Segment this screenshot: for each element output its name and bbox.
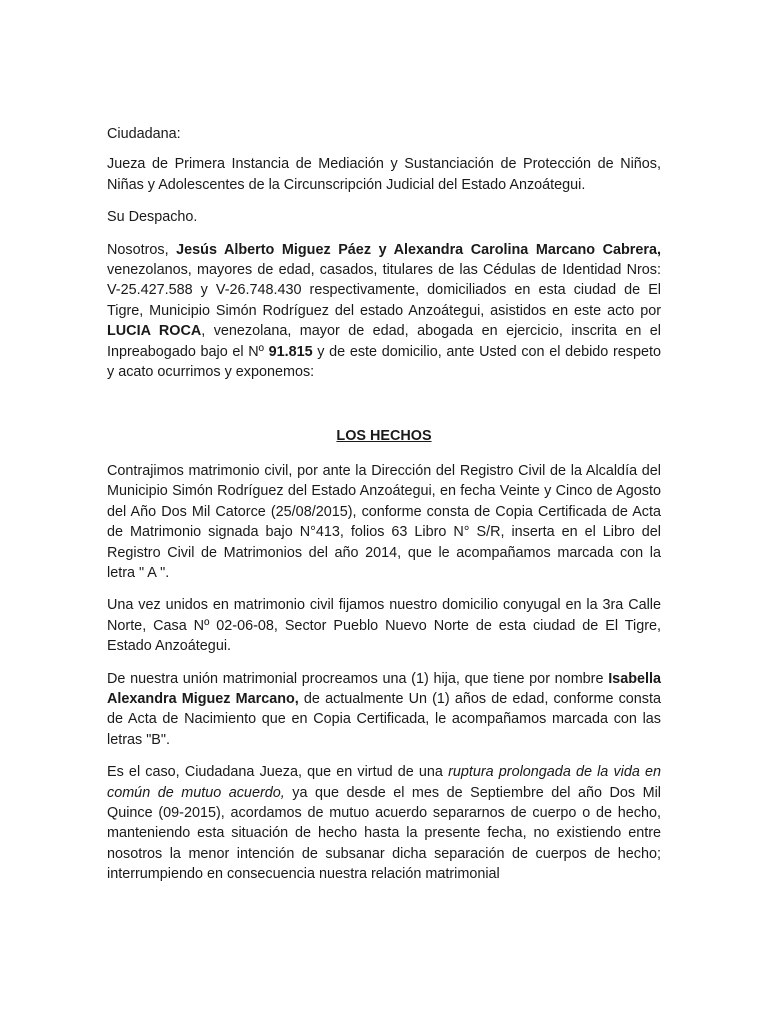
salutation: Ciudadana: bbox=[107, 126, 181, 142]
intro-text-4: y de este domicilio, ante Usted con el debido respeto y acato ocurrimos y exponemos: bbox=[107, 343, 661, 381]
despacho: Su Despacho. bbox=[107, 209, 198, 226]
facts-paragraph-1: Contrajimos matrimonio civil, por ante la Dirección del Registro Civil de la Alcaldía del Municipio Simón Rodríguez del Estado Anzoátegui, en fecha Veinte y Cinco de Agosto del Año Dos Mil Catorce (25/08/2015), conforme consta de Copia Certificada de Acta de Matrimonio signada bajo N°413, folios 63 Libro N° S/R, inserta en el Libro del Registro Civil de Matrimonios del año 2014, que le acompañamos marcada con la letra " A ". bbox=[107, 462, 661, 581]
facts-paragraph-3 bbox=[107, 669, 661, 751]
intro-text-2: venezolanos, mayores de edad, casados, titulares de las Cédulas de Identidad Nros: V-25.427.588 y V-26.748.430 respectivamente, domiciliados en esta ciudad de El Tigre, Municipio Simón Rodríguez del estado Anzoátegui, asistidos en este acto por bbox=[107, 262, 661, 319]
p3-text-2: de actualmente Un (1) años de edad, conforme consta de Acta de Nacimiento que en Copia Certificada, le acompañamos marcada con las letras "B". bbox=[107, 690, 661, 748]
section-heading: LOS HECHOS bbox=[336, 428, 432, 445]
facts-paragraph-4 bbox=[107, 762, 661, 884]
intro-text-3: , venezolana, mayor de edad, abogada en ejercicio, inscrita en el Inpreabogado bajo el Nº bbox=[107, 323, 661, 360]
facts-paragraph-2: Una vez unidos en matrimonio civil fijamos nuestro domicilio conyugal en la 3ra Calle Norte, Casa Nº 02-06-08, Sector Pueblo Nuevo Norte de esta ciudad de El Tigre, Estado Anzoátegui. bbox=[107, 597, 661, 655]
addressee: Jueza de Primera Instancia de Mediación y Sustanciación de Protección de Niños, Niñas y Adolescentes de la Circunscripción Judicial del Estado Anzoátegui. bbox=[107, 156, 661, 193]
inpreabogado-number: 91.815 bbox=[268, 343, 313, 360]
petitioner-names: Jesús Alberto Miguez Páez y Alexandra Carolina Marcano Cabrera, bbox=[176, 241, 661, 258]
intro-text-1: Nosotros, bbox=[107, 241, 177, 258]
lawyer-name: LUCIA ROCA bbox=[107, 323, 202, 340]
p4-text-2: ya que desde el mes de Septiembre del año Dos Mil Quince (09-2015), acordamos de mutuo acuerdo separarnos de cuerpo o de hecho, manteniendo esta situación de hecho hasta la presente fecha, no existiendo entre nosotros la menor intención de subsanar dicha separación de cuerpos de hecho; interrumpiendo en consecuencia nuestra relación matrimonial bbox=[107, 784, 661, 883]
intro-paragraph bbox=[107, 240, 661, 383]
p4-text-1: Es el caso, Ciudadana Jueza, que en virtud de una bbox=[107, 764, 449, 781]
p4-italic-phrase: ruptura prolongada de la vida en común de mutuo acuerdo, bbox=[107, 764, 662, 801]
p3-text-1: De nuestra unión matrimonial procreamos una (1) hija, que tiene por nombre bbox=[107, 670, 609, 687]
daughter-name: Isabella Alexandra Miguez Marcano, bbox=[107, 670, 661, 707]
